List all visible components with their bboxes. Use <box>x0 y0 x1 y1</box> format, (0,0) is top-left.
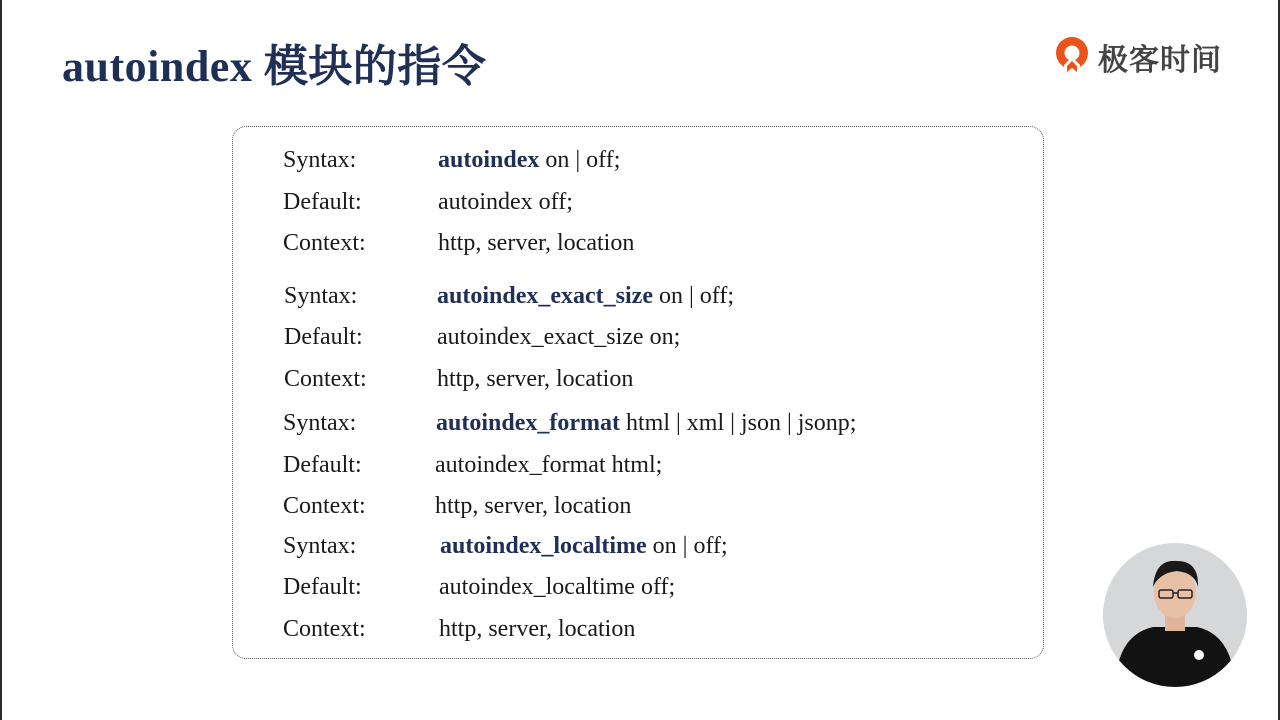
slide-title: autoindex 模块的指令 <box>62 42 487 91</box>
syntax-line <box>438 146 620 174</box>
default-label: Default: <box>283 452 362 478</box>
presenter-icon <box>1103 543 1247 687</box>
default-label: Default: <box>283 189 362 215</box>
syntax-args: on | off; <box>652 283 734 309</box>
directive-name: autoindex_format <box>436 410 620 436</box>
context-value: http, server, location <box>435 493 632 519</box>
syntax-line <box>436 409 856 437</box>
default-value: autoindex_localtime off; <box>439 574 676 600</box>
syntax-line <box>440 532 728 560</box>
directive-name: autoindex_localtime <box>440 533 647 559</box>
directive-name: autoindex_exact_size <box>437 283 653 309</box>
directive-name: autoindex <box>438 147 540 173</box>
syntax-args: on | off; <box>539 147 621 173</box>
syntax-args: html | xml | json | jsonp; <box>619 410 857 436</box>
default-label: Default: <box>284 324 363 350</box>
left-frame-edge <box>0 0 2 720</box>
default-value: autoindex_exact_size on; <box>437 324 681 350</box>
presenter-video <box>1103 543 1247 687</box>
context-value: http, server, location <box>439 616 636 642</box>
context-label: Context: <box>283 616 366 642</box>
geektime-logo-icon <box>1052 35 1092 79</box>
default-value: autoindex off; <box>438 189 573 215</box>
context-value: http, server, location <box>437 366 634 392</box>
default-value: autoindex_format html; <box>435 452 663 478</box>
context-label: Context: <box>283 230 366 256</box>
syntax-label: Syntax: <box>283 147 357 173</box>
context-label: Context: <box>283 493 366 519</box>
default-label: Default: <box>283 574 362 600</box>
syntax-label: Syntax: <box>284 283 358 309</box>
context-value: http, server, location <box>438 230 635 256</box>
syntax-label: Syntax: <box>283 533 357 559</box>
context-label: Context: <box>284 366 367 392</box>
brand-logo <box>1052 34 1222 80</box>
syntax-line <box>437 282 734 310</box>
syntax-args: on | off; <box>646 533 728 559</box>
brand-name: 极客时间 <box>1098 43 1222 78</box>
syntax-label: Syntax: <box>283 410 357 436</box>
